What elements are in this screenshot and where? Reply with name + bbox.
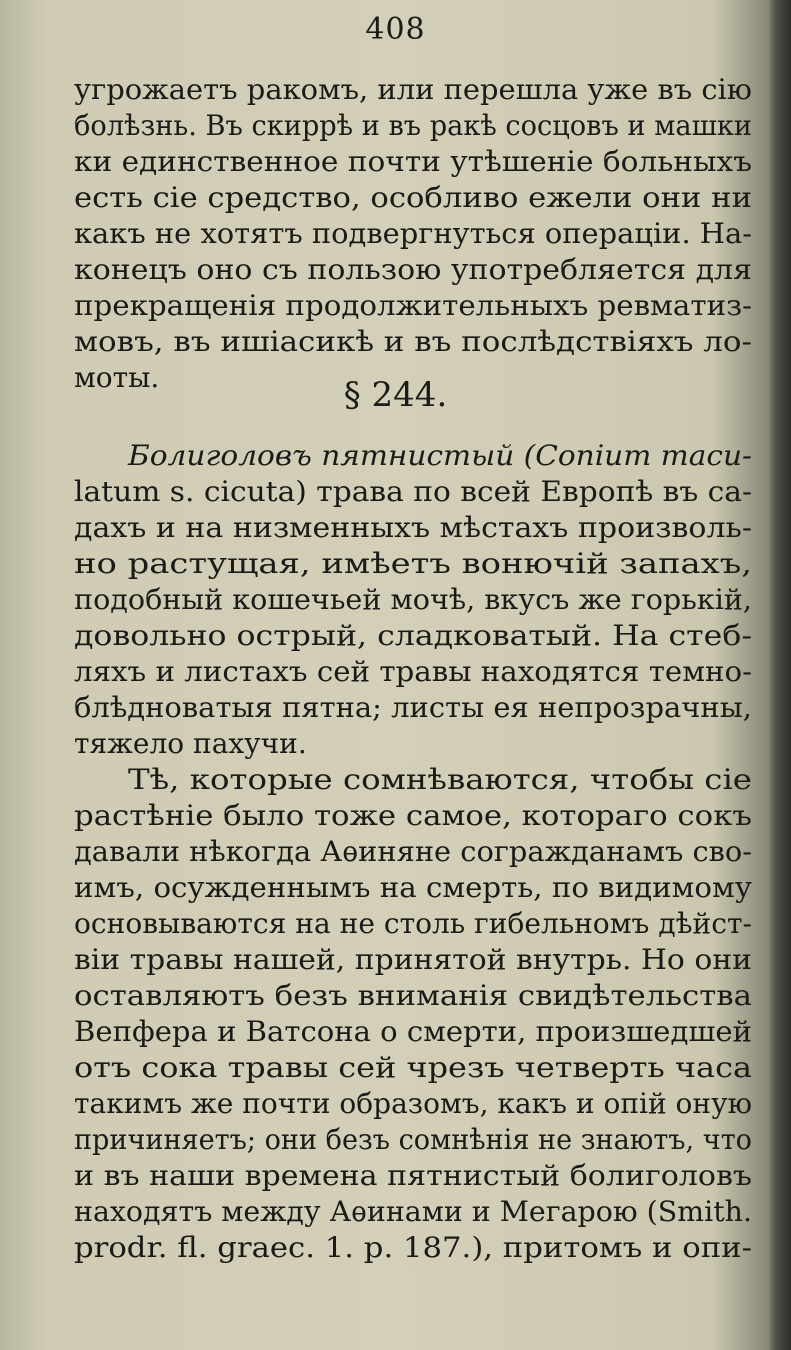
- text-line: prodr. fl. graec. 1. p. 187.), притомъ и опи-: [74, 1231, 752, 1264]
- section-heading: § 244.: [343, 375, 448, 415]
- text-line: конецъ оно съ пользою употребляется для: [74, 253, 752, 286]
- text-line: имъ, осужденнымъ на смерть, по видимому: [74, 871, 752, 904]
- text-line: основываются на не столь гибельномъ дѣйст-: [74, 907, 752, 940]
- text-line: віи травы нашей, принятой внутрь. Но они: [74, 943, 752, 976]
- text-line: моты.: [74, 361, 160, 394]
- page-number: 408: [365, 12, 426, 47]
- text-line: тяжело пахучи.: [74, 727, 307, 760]
- book-spine-shadow: [769, 0, 791, 1350]
- text-line: блѣдноватыя пятна; листы ея непрозрачны,: [74, 691, 752, 724]
- text-line: мовъ, въ ишіасикѣ и въ послѣдствіяхъ ло-: [74, 325, 752, 358]
- text-line: ки единственное почти утѣшеніе больныхъ: [74, 145, 752, 178]
- text-line: latum s. cicuta) трава по всей Европѣ въ са-: [74, 475, 753, 508]
- text-line: угрожаетъ ракомъ, или перешла уже въ сію: [74, 73, 752, 106]
- text-line: Тѣ, которые сомнѣваются, чтобы сіе: [128, 763, 752, 796]
- text-line: Вепфера и Ватсона о смерти, произшедшей: [74, 1015, 753, 1048]
- text-line: болѣзнь. Въ скиррѣ и въ ракѣ сосцовъ и машки: [74, 109, 752, 142]
- text-line: отъ сока травы сей чрезъ четверть часа: [74, 1051, 752, 1084]
- text-line: какъ не хотятъ подвергнуться операціи. На-: [74, 217, 753, 250]
- text-line: растѣніе было тоже самое, котораго сокъ: [74, 799, 752, 832]
- text-line: такимъ же почти образомъ, какъ и опій оную: [74, 1087, 752, 1120]
- text-line: находятъ между Аѳинами и Мегарою (Smith.: [74, 1195, 752, 1228]
- text-line: оставляютъ безъ вниманія свидѣтельства: [74, 979, 752, 1012]
- text-line: причиняетъ; они безъ сомнѣнія не знаютъ, что: [74, 1123, 752, 1156]
- text-line: и въ наши времена пятнистый болиголовъ: [74, 1159, 752, 1192]
- text-line: ляхъ и листахъ сей травы находятся темно-: [74, 655, 752, 688]
- text-line: давали нѣкогда Аѳиняне согражданамъ сво-: [74, 835, 752, 868]
- text-line: Болиголовъ пятнистый (Conium macu-: [128, 439, 752, 472]
- text-line: прекращенія продолжительныхъ ревматиз-: [74, 289, 752, 322]
- text-line: есть сіе средство, особливо ежели они ни: [74, 181, 752, 214]
- text-line: подобный кошечьей мочѣ, вкусъ же горькій,: [74, 583, 752, 616]
- text-line: дахъ и на низменныхъ мѣстахъ произволь-: [74, 511, 752, 544]
- text-line: довольно острый, сладковатый. На стеб-: [74, 619, 752, 652]
- text-line: но растущая, имѣетъ вонючій запахъ,: [74, 547, 752, 580]
